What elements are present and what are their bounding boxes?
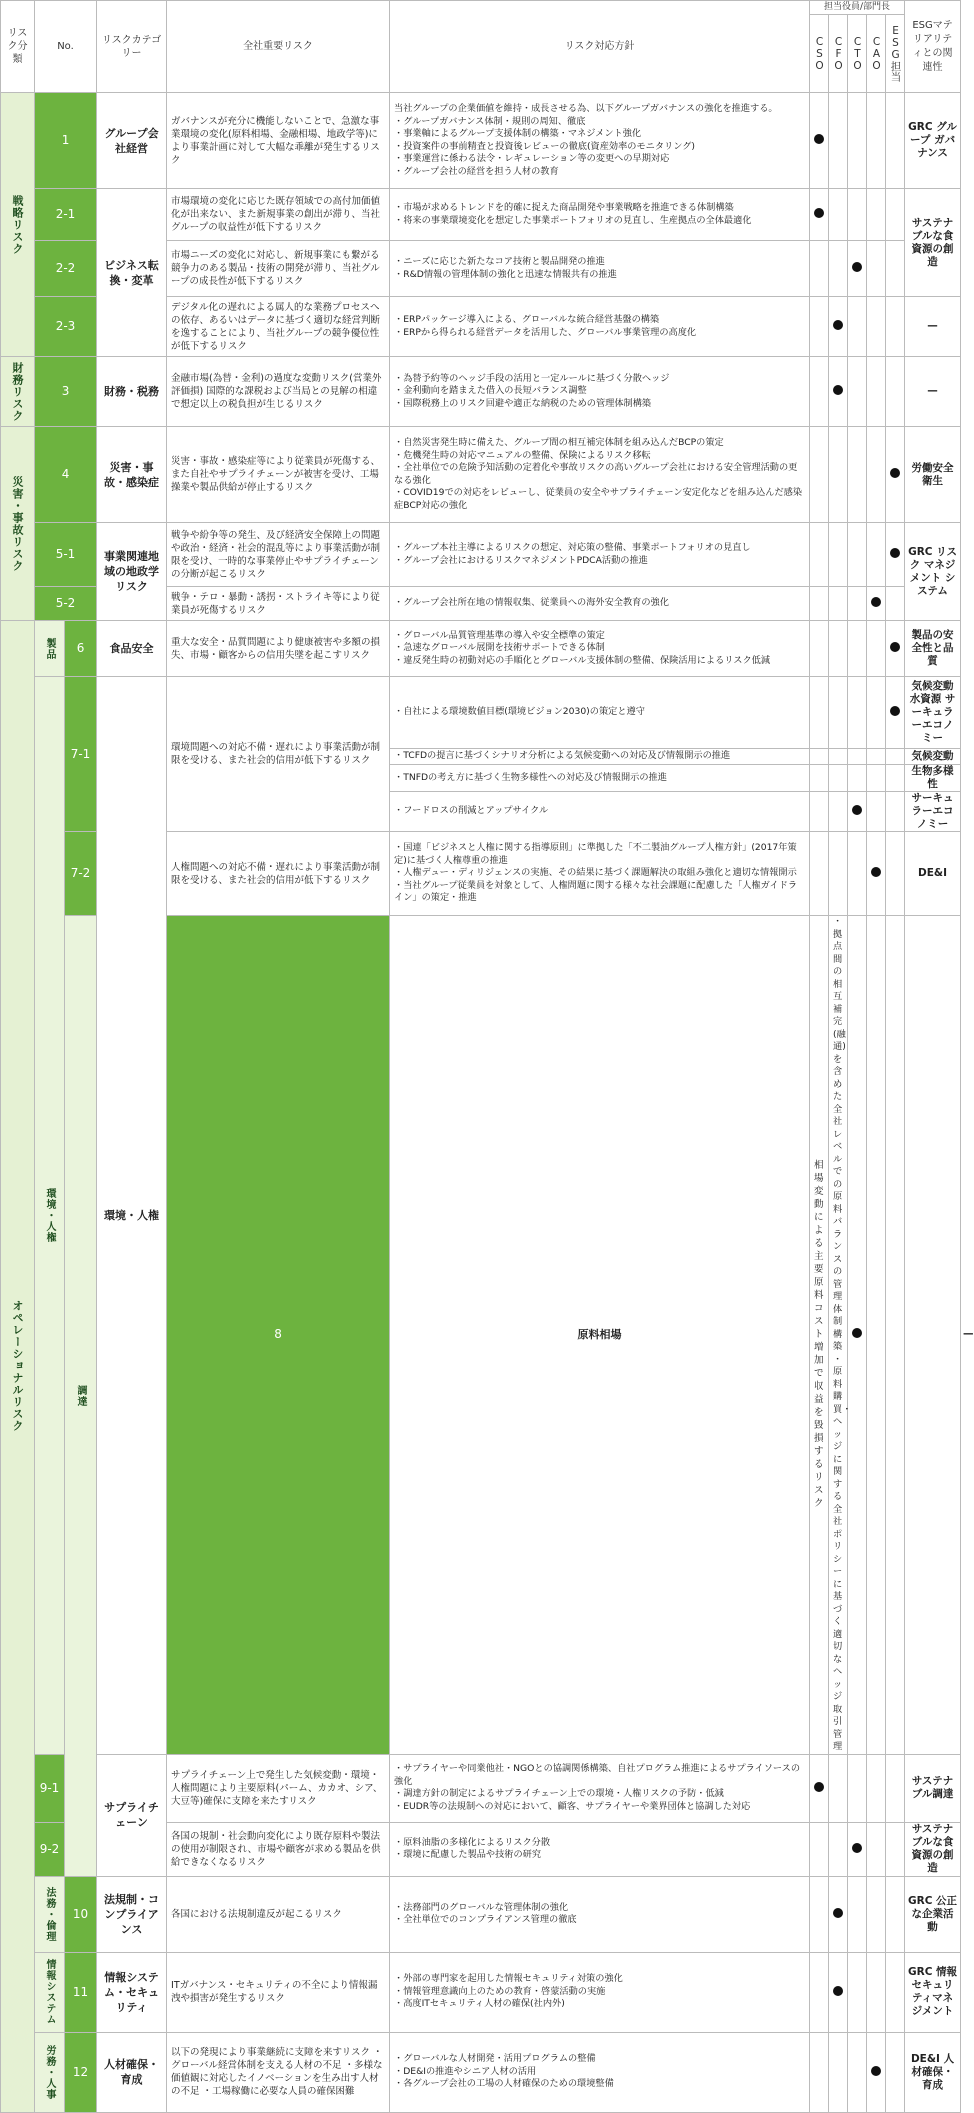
officer-mark-r8-1: [867, 916, 886, 1755]
officer-mark-r1-3: [867, 93, 886, 189]
table-row: [1, 1754, 961, 1822]
responsible-dot-icon: [871, 2066, 881, 2076]
officer-mark-r8-0: [848, 916, 867, 1755]
subgroup-legal: 法務・倫理: [35, 1876, 65, 1952]
officer-mark-r2_1-4: [886, 189, 905, 241]
subgroup-procurement: 調達: [65, 916, 97, 1877]
responsible-dot-icon: [890, 642, 900, 652]
company-risk: 各国における法規制違反が起こるリスク: [167, 1876, 390, 1952]
esg-materiality: 労働安全衛生: [905, 427, 961, 523]
esg-materiality: —: [905, 297, 961, 357]
risk-no: 9-2: [35, 1822, 65, 1876]
responsible-dot-icon: [871, 597, 881, 607]
header-company-risk: 全社重要リスク: [167, 1, 390, 93]
officer-mark-r10-3: [867, 1876, 886, 1952]
officer-mark-r3-1: [829, 357, 848, 427]
esg-materiality: サーキュラーエコノミー: [905, 792, 961, 832]
officer-mark-r1-1: [829, 93, 848, 189]
officer-mark-r7_1d-3: [867, 792, 886, 832]
policy: ・外部の専門家を起用した情報セキュリティ対策の強化 ・情報管理意識向上のための教育・啓蒙活動の実施 ・高度ITセキュリティ人材の確保(社内外): [390, 1952, 810, 2032]
responsible-dot-icon: [833, 320, 843, 330]
officer-mark-r2_3-4: [886, 297, 905, 357]
officer-mark-r5_2-2: [848, 587, 867, 621]
responsible-dot-icon: [814, 134, 824, 144]
responsible-dot-icon: [814, 208, 824, 218]
group-operation: オペレーショナルリスク: [1, 621, 35, 2113]
company-risk: 戦争・テロ・暴動・誘拐・ストライキ等により従業員が死傷するリスク: [167, 587, 390, 621]
responsible-dot-icon: [833, 1908, 843, 1918]
risk-no: 2-1: [35, 189, 97, 241]
officer-mark-r7_1b-3: [867, 749, 886, 765]
header-policy: リスク対応方針: [390, 1, 810, 93]
officer-mark-r11-0: [810, 1952, 829, 2032]
company-risk: 各国の規制・社会動向変化により既存原料や製法の使用が制限され、市場や顧客が求める製品を供給できなくなるリスク: [167, 1822, 390, 1876]
esg-materiality: サステナブルな食資源の創造: [905, 189, 961, 297]
subgroup-labor: 労務・人事: [35, 2032, 65, 2112]
policy: ・グループ本社主導によるリスクの想定、対応策の整備、事業ポートフォリオの見直し ・グループ会社におけるリスクマネジメントPDCA活動の推進: [390, 523, 810, 587]
officer-mark-r7_1a-2: [848, 677, 867, 749]
policy: ・法務部門のグローバルな管理体制の強化 ・全社単位でのコンプライアンス管理の徹底: [390, 1876, 810, 1952]
officer-mark-r11-3: [867, 1952, 886, 2032]
officer-mark-r8-3: [905, 916, 961, 1755]
risk-no: 4: [35, 427, 97, 523]
risk-category: 情報システム・セキュリティ: [97, 1952, 167, 2032]
officer-mark-r4-0: [810, 427, 829, 523]
header-esg-officer: ESG担当: [886, 15, 905, 93]
table-row: [1, 523, 961, 587]
officer-mark-r2_2-2: [848, 241, 867, 297]
esg-materiality: 気候変動 水資源 サーキュラーエコノミー: [905, 677, 961, 749]
policy: ・TNFDの考え方に基づく生物多様性への対応及び情報開示の推進: [390, 765, 810, 792]
policy: ・自然災害発生時に備えた、グループ間の相互補完体制を組み込んだBCPの策定 ・危機発生時の対応マニュアルの整備、保険によるリスク移転 ・全社単位での危険予知活動の定着化や事故リスクの高いグループ会社における安全管理活動の更なる強化 ・COVID19での対応をレビューし、従業員の安全やサプライチェーン安定化などを組み込んだ感染症BCP対応の強化: [390, 427, 810, 523]
company-risk: 以下の発現により事業継続に支障を来すリスク ・グローバル経営体制を支える人材の不足 ・多様な価値観に対応したイノベーションを生み出す人材の不足 ・工場稼働に必要な人員の確保困難: [167, 2032, 390, 2112]
officer-mark-r4-3: [867, 427, 886, 523]
esg-materiality: サステナブル調達: [905, 1754, 961, 1822]
officer-mark-r2_3-2: [848, 297, 867, 357]
officer-mark-r9_2-0: [810, 1822, 829, 1876]
risk-no: 6: [65, 621, 97, 677]
esg-materiality: —: [905, 357, 961, 427]
risk-category: サプライチェーン: [97, 1754, 167, 1876]
header-no: No.: [35, 1, 97, 93]
risk-no: 10: [65, 1876, 97, 1952]
subgroup-product: 製品: [35, 621, 65, 677]
group-disaster: 災害・事故リスク: [1, 427, 35, 621]
company-risk: 人権問題への対応不備・遅れにより事業活動が制限を受ける、また社会的信用が低下するリスク: [167, 832, 390, 916]
table-row: [1, 1952, 961, 2032]
risk-no: 5-1: [35, 523, 97, 587]
officer-mark-r5_2-4: [886, 587, 905, 621]
policy: ・グループ会社所在地の情報収集、従業員への海外安全教育の強化: [390, 587, 810, 621]
officer-mark-r9_1-4: [886, 1754, 905, 1822]
responsible-dot-icon: [890, 468, 900, 478]
risk-category: 人材確保・育成: [97, 2032, 167, 2112]
officer-mark-r2_2-1: [829, 241, 848, 297]
company-risk: 戦争や紛争等の発生、及び経済安全保障上の問題や政治・経済・社会的混乱等により事業活動が制限を受け、一時的な事業停止やサプライチェーンの分断が起こるリスク: [167, 523, 390, 587]
officer-mark-r6-1: [829, 621, 848, 677]
officer-mark-r7_1b-0: [810, 749, 829, 765]
risk-category: 環境・人権: [97, 677, 167, 1755]
officer-mark-r9_2-1: [829, 1822, 848, 1876]
officer-mark-r7_1d-0: [810, 792, 829, 832]
company-risk: デジタル化の遅れによる属人的な業務プロセスへの依存、あるいはデータに基づく適切な経営判断を逸することにより、当社グループの競争優位性が低下するリスク: [167, 297, 390, 357]
esg-materiality: 製品の安全性と品質: [905, 621, 961, 677]
esg-materiality: DE&I: [905, 832, 961, 916]
risk-category: ビジネス転換・変革: [97, 189, 167, 357]
officer-mark-r7_1d-4: [886, 792, 905, 832]
officer-mark-r10-0: [810, 1876, 829, 1952]
officer-mark-r2_3-0: [810, 297, 829, 357]
policy: ・国連「ビジネスと人権に関する指導原則」に準拠した「不二製油グループ人権方針」(2017年策定)に基づく人権尊重の推進 ・人権デュー・ディリジェンスの実施、その結果に基づく課題解決の取組み強化と適切な情報開示 ・当社グループ従業員を対象として、人権問題に関する様々な社会課題に配慮した「人権ガイドライン」の策定・推進: [390, 832, 810, 916]
officer-mark-r5_2-0: [810, 587, 829, 621]
header-esg: ESGマテリアリティとの関連性: [905, 1, 961, 93]
group-strategy: 戦略リスク: [1, 93, 35, 357]
table-row: [1, 1876, 961, 1952]
company-risk: 相場変動による主要原料コスト増加で収益を毀損するリスク: [810, 916, 829, 1755]
officer-mark-r9_2-2: [848, 1822, 867, 1876]
responsible-dot-icon: [852, 805, 862, 815]
officer-mark-r5_1-1: [829, 523, 848, 587]
header-risk-category: リスクカテゴリー: [97, 1, 167, 93]
officer-mark-r12-4: [886, 2032, 905, 2112]
risk-category: 災害・事故・感染症: [97, 427, 167, 523]
officer-mark-r7_1b-1: [829, 749, 848, 765]
table-row: [1, 93, 961, 189]
officer-mark-r7_1c-2: [848, 765, 867, 792]
officer-mark-r11-2: [848, 1952, 867, 2032]
group-finance: 財務リスク: [1, 357, 35, 427]
officer-mark-r10-4: [886, 1876, 905, 1952]
esg-materiality: DE&I 人材確保・育成: [905, 2032, 961, 2112]
officer-mark-r2_3-1: [829, 297, 848, 357]
officer-mark-r7_2-2: [848, 832, 867, 916]
esg-materiality: GRC 公正な企業活動: [905, 1876, 961, 1952]
policy: ・ニーズに応じた新たなコア技術と製品開発の推進 ・R&D情報の管理体制の強化と迅速な情報共有の推進: [390, 241, 810, 297]
policy: 当社グループの企業価値を維持・成長させる為、以下グループガバナンスの強化を推進する。 ・グループガバナンス体制・規則の周知、徹底 ・事業軸によるグループ支援体制の構築・マネジメント強化 ・投資案件の事前精査と投資後レビューの徹底(資産効率のモニタリング) ・事業運営に係わる法令・レギュレーション等の変更への早期対応 ・グループ会社の経営を担う人材の教育: [390, 93, 810, 189]
header-officers-group: 担当役員/部門長: [810, 1, 905, 15]
company-risk: 市場ニーズの変化に対応し、新規事業にも繋がる競争力のある製品・技術の開発が滞り、当社グループの成長性が低下するリスク: [167, 241, 390, 297]
risk-no: 7-2: [65, 832, 97, 916]
company-risk: ガバナンスが充分に機能しないことで、急激な事業環境の変化(原料相場、金融相場、地政学等)により事業計画に対して大幅な乖離が発生するリスク: [167, 93, 390, 189]
officer-mark-r11-4: [886, 1952, 905, 2032]
officer-mark-r9_1-3: [867, 1754, 886, 1822]
responsible-dot-icon: [833, 385, 843, 395]
officer-mark-r2_1-0: [810, 189, 829, 241]
risk-no: 2-2: [35, 241, 97, 297]
officer-mark-r9_1-0: [810, 1754, 829, 1822]
risk-no: 2-3: [35, 297, 97, 357]
officer-mark-r2_1-1: [829, 189, 848, 241]
officer-mark-r8-2: [886, 916, 905, 1755]
table-row: [1, 2032, 961, 2112]
risk-no: 11: [65, 1952, 97, 2032]
officer-mark-r9_2-4: [886, 1822, 905, 1876]
responsible-dot-icon: [814, 1782, 824, 1792]
officer-mark-r9_2-3: [867, 1822, 886, 1876]
risk-category: 食品安全: [97, 621, 167, 677]
responsible-dot-icon: [871, 867, 881, 877]
officer-mark-r3-0: [810, 357, 829, 427]
officer-mark-r7_1d-1: [829, 792, 848, 832]
table-row: [1, 357, 961, 427]
officer-mark-r6-2: [848, 621, 867, 677]
officer-mark-r3-3: [867, 357, 886, 427]
officer-mark-r5_2-1: [829, 587, 848, 621]
policy: ・フードロスの削減とアップサイクル: [390, 792, 810, 832]
header-cao: CAO: [867, 15, 886, 93]
officer-mark-r2_2-4: [886, 241, 905, 297]
risk-no: 8: [167, 916, 390, 1755]
officer-mark-r7_1a-3: [867, 677, 886, 749]
officer-mark-r1-0: [810, 93, 829, 189]
table-row: [1, 427, 961, 523]
policy: ・為替予約等のヘッジ手段の活用と一定ルールに基づく分散ヘッジ ・金利動向を踏まえた借入の長短バランス調整 ・国際税務上のリスク回避や適正な納税のための管理体制構築: [390, 357, 810, 427]
officer-mark-r7_1a-4: [886, 677, 905, 749]
table-row: [1, 189, 961, 241]
policy: ・グローバルな人材開発・活用プログラムの整備 ・DE&Iの推進やシニア人材の活用 ・各グループ会社の工場の人材確保のための環境整備: [390, 2032, 810, 2112]
risk-no: 1: [35, 93, 97, 189]
company-risk: 災害・事故・感染症等により従業員が死傷する、また自社やサプライチェーンが被害を受け、工場操業や製品供給が停止するリスク: [167, 427, 390, 523]
policy: ・ERPパッケージ導入による、グローバルな統合経営基盤の構築 ・ERPから得られる経営データを活用した、グローバル事業管理の高度化: [390, 297, 810, 357]
policy: ・市場が求めるトレンドを的確に捉えた商品開発や事業戦略を推進できる体制構築 ・将来の事業環境変化を想定した事業ポートフォリオの見直し、生産拠点の全体最適化: [390, 189, 810, 241]
esg-materiality: サステナブルな食資源の創造: [905, 1822, 961, 1876]
officer-mark-r6-4: [886, 621, 905, 677]
officer-mark-r4-1: [829, 427, 848, 523]
responsible-dot-icon: [852, 1328, 862, 1338]
table-row: [1, 677, 961, 749]
risk-no: 9-1: [35, 1754, 65, 1822]
officer-mark-r7_2-3: [867, 832, 886, 916]
officer-mark-r3-4: [886, 357, 905, 427]
table-row: [1, 621, 961, 677]
company-risk: ITガバナンス・セキュリティの不全により情報漏洩や損害が発生するリスク: [167, 1952, 390, 2032]
company-risk: 重大な安全・品質問題により健康被害や多額の損失、市場・顧客からの信用失墜を起こすリスク: [167, 621, 390, 677]
subgroup-environment: 環境・人権: [35, 677, 65, 1755]
header-cso: CSO: [810, 15, 829, 93]
esg-materiality: GRC リスク マネジメント システム: [905, 523, 961, 621]
policy: ・原料油脂の多様化によるリスク分散 ・環境に配慮した製品や技術の研究: [390, 1822, 810, 1876]
officer-mark-r7_1c-0: [810, 765, 829, 792]
policy: ・サプライヤーや同業他社・NGOとの協調関係構築、自社プログラム推進によるサプライソースの強化 ・調達方針の制定によるサプライチェーン上での環境・人権リスクの予防・低減 ・EUDR等の法規制への対応において、顧客、サプライヤーや業界団体と協調した対応: [390, 1754, 810, 1822]
company-risk: 市場環境の変化に応じた既存領域での高付加価値化が出来ない、また新規事業の創出が滞り、当社グループの収益性が低下するリスク: [167, 189, 390, 241]
officer-mark-r1-4: [886, 93, 905, 189]
risk-category: グループ会社経営: [97, 93, 167, 189]
risk-no: 12: [65, 2032, 97, 2112]
risk-no: 7-1: [65, 677, 97, 832]
officer-mark-r6-3: [867, 621, 886, 677]
responsible-dot-icon: [890, 706, 900, 716]
table-row: 調達 8 原料相場 相場変動による主要原料コスト増加で収益を毀損するリスク ・拠点間の相互補完(融通)を含めた全社レベルでの原料バランスの管理体制構築 ・原料購買・ヘッジに関する全社ポリシーに基づく適切なヘッジ取引管理 —: [1, 916, 961, 1755]
officer-mark-r3-2: [848, 357, 867, 427]
responsible-dot-icon: [890, 548, 900, 558]
responsible-dot-icon: [852, 1843, 862, 1853]
policy: ・TCFDの提言に基づくシナリオ分析による気候変動への対応及び情報開示の推進: [390, 749, 810, 765]
officer-mark-r2_2-0: [810, 241, 829, 297]
company-risk: サプライチェーン上で発生した気候変動・環境・人権問題により主要原料(パーム、カカオ、シア、大豆等)確保に支障を来たすリスク: [167, 1754, 390, 1822]
officer-mark-r12-1: [829, 2032, 848, 2112]
officer-mark-r7_1c-4: [886, 765, 905, 792]
policy: ・自社による環境数値目標(環境ビジョン2030)の策定と遵守: [390, 677, 810, 749]
officer-mark-r7_2-1: [829, 832, 848, 916]
header-risk-class: リスク分類: [1, 1, 35, 93]
subgroup-it: 情報システム: [35, 1952, 65, 2032]
company-risk: 環境問題への対応不備・遅れにより事業活動が制限を受ける、また社会的信用が低下するリスク: [167, 677, 390, 832]
officer-mark-r12-2: [848, 2032, 867, 2112]
esg-materiality: GRC グループ ガバナンス: [905, 93, 961, 189]
officer-mark-r9_1-1: [829, 1754, 848, 1822]
risk-category: 事業関連地域の地政学リスク: [97, 523, 167, 621]
officer-mark-r5_2-3: [867, 587, 886, 621]
header-cfo: CFO: [829, 15, 848, 93]
officer-mark-r4-4: [886, 427, 905, 523]
officer-mark-r6-0: [810, 621, 829, 677]
officer-mark-r11-1: [829, 1952, 848, 2032]
officer-mark-r10-2: [848, 1876, 867, 1952]
company-risk: 金融市場(為替・金利)の過度な変動リスク(営業外評価損) 国際的な課税および当局との見解の相違で想定以上の税負担が生じるリスク: [167, 357, 390, 427]
risk-category: 財務・税務: [97, 357, 167, 427]
policy: ・拠点間の相互補完(融通)を含めた全社レベルでの原料バランスの管理体制構築 ・原料購買・ヘッジに関する全社ポリシーに基づく適切なヘッジ取引管理: [829, 916, 848, 1755]
esg-materiality: 生物多様性: [905, 765, 961, 792]
officer-mark-r2_2-3: [867, 241, 886, 297]
officer-mark-r9_1-2: [848, 1754, 867, 1822]
risk-category: 原料相場: [390, 916, 810, 1755]
officer-mark-r2_3-3: [867, 297, 886, 357]
officer-mark-r7_1c-1: [829, 765, 848, 792]
policy: ・グローバル品質管理基準の導入や安全標準の策定 ・急速なグローバル展開を技術サポートできる体制 ・違反発生時の初動対応の手順化とグローバル支援体制の整備、保険活用によるリスク低減: [390, 621, 810, 677]
risk-category: 法規制・コンプライアンス: [97, 1876, 167, 1952]
responsible-dot-icon: [852, 262, 862, 272]
officer-mark-r7_2-4: [886, 832, 905, 916]
officer-mark-r1-2: [848, 93, 867, 189]
officer-mark-r10-1: [829, 1876, 848, 1952]
officer-mark-r7_1b-4: [886, 749, 905, 765]
officer-mark-r7_1c-3: [867, 765, 886, 792]
officer-mark-r7_1a-1: [829, 677, 848, 749]
officer-mark-r5_1-0: [810, 523, 829, 587]
risk-no: 3: [35, 357, 97, 427]
header-cto: CTO: [848, 15, 867, 93]
officer-mark-r5_1-4: [886, 523, 905, 587]
esg-materiality: GRC 情報セキュリティマネジメント: [905, 1952, 961, 2032]
officer-mark-r7_1a-0: [810, 677, 829, 749]
esg-materiality: 気候変動: [905, 749, 961, 765]
officer-mark-r7_1b-2: [848, 749, 867, 765]
officer-mark-r12-3: [867, 2032, 886, 2112]
responsible-dot-icon: [833, 1986, 843, 1996]
officer-mark-r7_1d-2: [848, 792, 867, 832]
risk-no: 5-2: [35, 587, 97, 621]
officer-mark-r2_1-3: [867, 189, 886, 241]
officer-mark-r7_2-0: [810, 832, 829, 916]
officer-mark-r2_1-2: [848, 189, 867, 241]
officer-mark-r12-0: [810, 2032, 829, 2112]
officer-mark-r4-2: [848, 427, 867, 523]
officer-mark-r5_1-3: [867, 523, 886, 587]
officer-mark-r5_1-2: [848, 523, 867, 587]
